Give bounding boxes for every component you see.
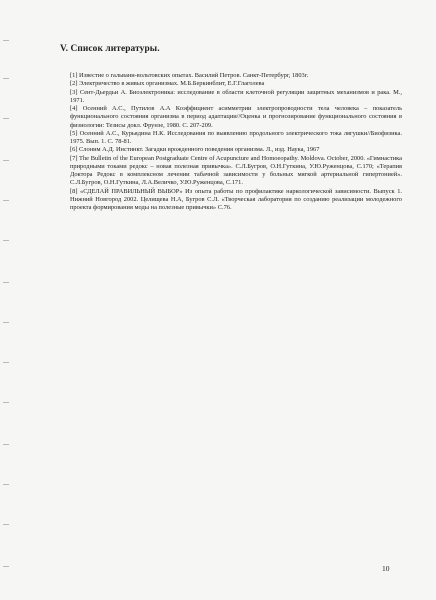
margin-tick <box>3 484 9 485</box>
reference-item-4: [4] Осенний А.С., Путилов А.А Коэффициент асимметрии электропроводности тела человека – показатель функционального состояния организма в период адаптации//Оценка и прогнозирование функционального состояния в физиологии: Тезисы докл. Фрунзе, 1980. С. 207-209. <box>70 105 402 129</box>
reference-item-7: [7] The Bulletin of the European Postgraduate Centre of Acupuncture and Homoeopathy. Moldova. October, 2000. «Гимнастика природными токами редокс – новая полезная привычка». С.Л.Бугров, О.Н.Гуткина, У.Ю.Руженцова, С.170; «Терапия Доктора Редокс в комплексном лечении табачной зависимости у больных мягкой артериальной гипертонией». С.Л.Бугров, О.Н.Гуткина, Л.А.Величко, У.Ю.Руженцова, С.171. <box>70 154 402 187</box>
margin-tick <box>3 200 9 201</box>
reference-item-6: [6] Слоним А.Д. Инстинкт. Загадки врожденного поведения организма. Л., изд. Наука, 1967 <box>70 146 320 154</box>
section-heading: V. Список литературы. <box>60 44 160 54</box>
margin-tick <box>3 322 9 323</box>
page-number: 10 <box>382 564 390 573</box>
reference-item-2: [2] Электричество в живых организмах. М.Б.Беркинблит, Е.Г.Глаголева <box>70 80 265 88</box>
margin-tick <box>3 78 9 79</box>
reference-item-8: [8] «СДЕЛАЙ ПРАВИЛЬНЫЙ ВЫБОР» Из опыта работы по профилактике наркологической зависимости. Выпуск 1. Нижний Новгород 2002. Целищева Н.А, Бугров С.Л. «Творческая лаборатория по созданию реализации молодежного проекта формирования моды на полезные привычки» С.76. <box>70 187 402 211</box>
margin-tick <box>3 402 9 403</box>
margin-tick <box>3 444 9 445</box>
reference-item-5: [5] Осенний А.С., Курьядина Н.К. Исследования по выявлению продольного электрического тока лягушки//Биофизика. 1975. Вып. 1. С. 78-81. <box>70 129 402 145</box>
reference-item-3: [3] Сент-Дьердьи А. Биоэлектроника: исследование в области клеточной регуляции защитных механизмов и рака. М., 1971. <box>70 88 402 104</box>
margin-tick <box>3 362 9 363</box>
margin-tick <box>3 282 9 283</box>
margin-tick <box>3 240 9 241</box>
margin-tick <box>3 40 9 41</box>
margin-tick <box>3 118 9 119</box>
reference-list <box>70 72 402 212</box>
binding-margin-marks <box>0 0 14 600</box>
margin-tick <box>3 524 9 525</box>
reference-item-1: [1] Известие о гальвани-вольтовских опытах. Василий Петров. Санкт-Петербург, 1803г. <box>70 72 309 79</box>
margin-tick <box>3 566 9 567</box>
margin-tick <box>3 160 9 161</box>
